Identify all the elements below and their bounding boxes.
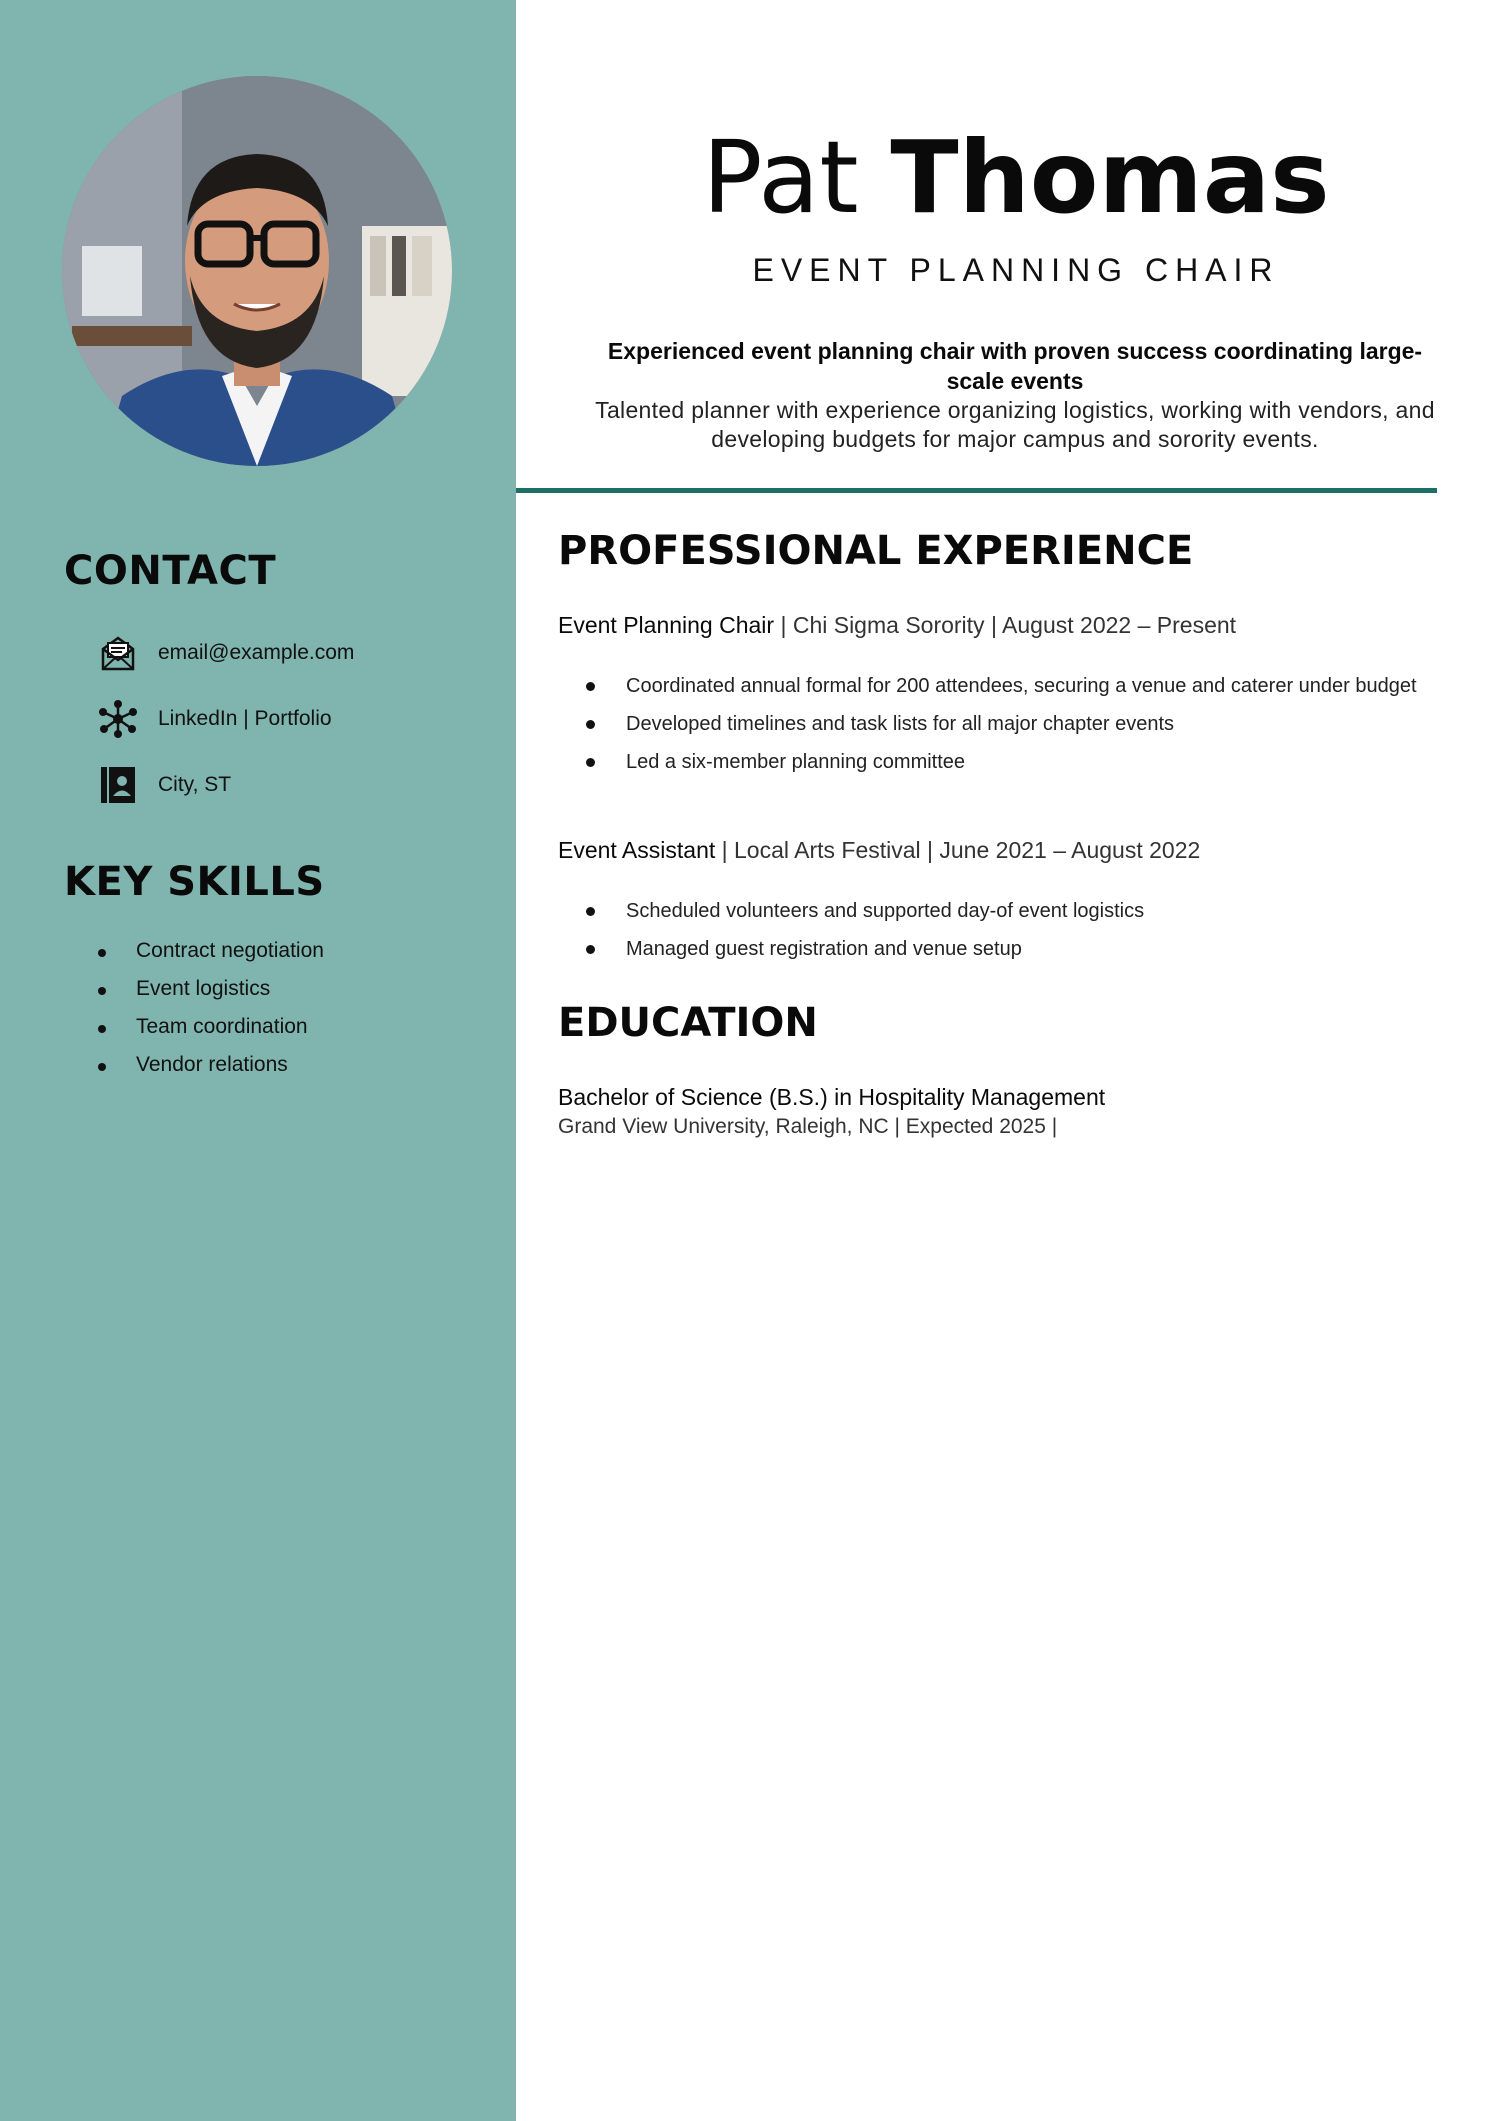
job-entry-2 <box>558 837 1200 864</box>
sidebar <box>0 0 516 2121</box>
skill-item: Vendor relations <box>96 1050 324 1088</box>
contact-links[interactable] <box>96 696 332 742</box>
job-role: Event Planning Chair <box>558 612 775 638</box>
degree: Bachelor of Science (B.S.) in Hospitality Management <box>558 1084 1106 1110</box>
job-title: EVENT PLANNING CHAIR <box>752 252 1280 288</box>
list-item: Coordinated annual formal for 200 attendees, securing a venue and caterer under budget <box>586 673 1426 700</box>
header-divider <box>516 488 1437 493</box>
experience-heading: PROFESSIONAL EXPERIENCE <box>558 528 1194 574</box>
skills-heading: KEY SKILLS <box>64 859 325 905</box>
contact-heading: CONTACT <box>64 548 277 594</box>
contact-links-text: LinkedIn | Portfolio <box>158 707 332 730</box>
skill-item: Event logistics <box>96 974 324 1012</box>
job-details: | Local Arts Festival | June 2021 – August 2022 <box>715 837 1201 863</box>
job-entry-1 <box>558 612 1236 639</box>
address-book-icon <box>96 763 140 807</box>
contact-email-text: email@example.com <box>158 641 355 664</box>
job-role: Event Assistant <box>558 837 716 863</box>
job-details: | Chi Sigma Sorority | August 2022 – Present <box>774 612 1237 638</box>
school: Grand View University, Raleigh, NC | Expected 2025 | <box>558 1115 1058 1138</box>
list-item: Developed timelines and task lists for all major chapter events <box>586 711 1426 738</box>
first-name: Pat <box>702 119 859 236</box>
profile-photo-illustration <box>62 76 452 466</box>
job-2-bullets <box>586 898 1426 974</box>
envelope-icon <box>96 631 140 675</box>
list-item: Led a six-member planning committee <box>586 749 1426 776</box>
contact-location <box>96 762 231 808</box>
list-item: Scheduled volunteers and supported day-of event logistics <box>586 898 1426 925</box>
skills-list <box>96 936 324 1088</box>
network-icon <box>96 697 140 741</box>
summary-text: Talented planner with experience organizing logistics, working with vendors, and developing budgets for major campus and sorority events. <box>595 397 1435 452</box>
contact-email[interactable] <box>96 630 354 676</box>
candidate-name <box>516 118 1500 238</box>
skill-item: Team coordination <box>96 1012 324 1050</box>
last-name: Thomas <box>890 119 1330 236</box>
list-item: Managed guest registration and venue setup <box>586 936 1426 963</box>
contact-location-text: City, ST <box>158 773 232 796</box>
summary-headline: Experienced event planning chair with proven success coordinating large-scale events <box>607 338 1423 394</box>
job-1-bullets <box>586 673 1426 787</box>
education-heading: EDUCATION <box>558 1000 818 1046</box>
skill-item: Contract negotiation <box>96 936 324 974</box>
profile-photo <box>62 76 452 466</box>
